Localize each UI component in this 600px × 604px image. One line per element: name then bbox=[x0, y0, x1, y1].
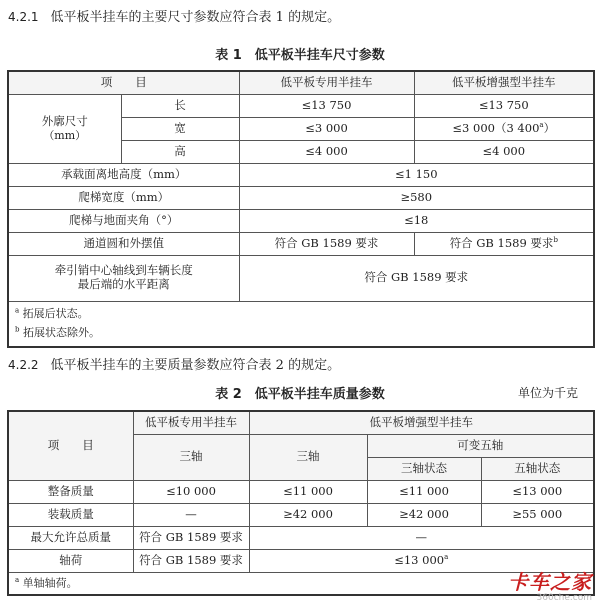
table2-header-row bbox=[8, 411, 594, 434]
table1-caption: 表 1 低平板半挂车尺寸参数 bbox=[215, 48, 385, 63]
row-name: 承载面离地高度（mm） bbox=[8, 163, 239, 186]
dims-label: 外廓尺寸 bbox=[41, 114, 88, 128]
table-row bbox=[8, 480, 594, 503]
table2-mass bbox=[7, 410, 595, 596]
dim-value: ≤13 750 bbox=[414, 94, 594, 117]
row-name: 轴荷 bbox=[8, 549, 133, 572]
row-value: — bbox=[249, 526, 594, 549]
dim-name: 高 bbox=[121, 140, 239, 163]
section-number: 4.2.2 bbox=[8, 358, 39, 372]
dim-name: 长 bbox=[121, 94, 239, 117]
table-row bbox=[8, 94, 594, 117]
row-value: 符合 GB 1589 要求 bbox=[239, 232, 414, 255]
table-row bbox=[8, 255, 594, 301]
header-enhanced: 低平板增强型半挂车 bbox=[414, 71, 594, 94]
row-name: 装载质量 bbox=[8, 503, 133, 526]
table2-caption: 表 2 低平板半挂车质量参数 bbox=[215, 387, 385, 402]
table2-note bbox=[8, 572, 594, 595]
table-row bbox=[8, 186, 594, 209]
header-five-state: 五轴状态 bbox=[481, 457, 594, 480]
table1-notes-row bbox=[8, 301, 594, 347]
row-name: 整备质量 bbox=[8, 480, 133, 503]
dims-label-cell bbox=[8, 94, 121, 163]
table-row bbox=[8, 209, 594, 232]
row-value: 符合 GB 1589 要求 bbox=[133, 549, 249, 572]
footnote-mark: a bbox=[15, 576, 20, 585]
row-value: ≤13 000 bbox=[394, 553, 445, 568]
row-value: ≥55 000 bbox=[481, 503, 594, 526]
dim-value: ≤3 000（3 400 bbox=[452, 121, 540, 136]
row-value: ≤13 000 bbox=[481, 480, 594, 503]
watermark-site: 360che.com bbox=[536, 593, 592, 603]
table-row bbox=[8, 163, 594, 186]
dims-unit: （mm） bbox=[43, 128, 87, 142]
table-row bbox=[8, 503, 594, 526]
row-value: ≥42 000 bbox=[249, 503, 367, 526]
header-item: 项 目 bbox=[8, 71, 239, 94]
row-value-cell bbox=[414, 232, 594, 255]
row-name: 通道圆和外摆值 bbox=[8, 232, 239, 255]
footnote-mark: b bbox=[15, 324, 20, 333]
footnote-mark: a bbox=[15, 306, 20, 315]
dim-value: ≤3 000 bbox=[239, 117, 414, 140]
row-value: — bbox=[133, 503, 249, 526]
row-name-cell bbox=[8, 255, 239, 301]
row-value: 符合 GB 1589 要求 bbox=[133, 526, 249, 549]
row-value: ≤1 150 bbox=[239, 163, 594, 186]
header-special: 低平板专用半挂车 bbox=[239, 71, 414, 94]
row-value: ≤18 bbox=[239, 209, 594, 232]
watermark-logo bbox=[508, 566, 592, 603]
footnote-text: 拓展状态除外。 bbox=[19, 325, 100, 339]
row-value: ≥580 bbox=[239, 186, 594, 209]
row-value: ≤11 000 bbox=[367, 480, 481, 503]
table-row bbox=[8, 232, 594, 255]
row-name-line: 最后端的水平距离 bbox=[77, 277, 170, 291]
row-value: ≤11 000 bbox=[249, 480, 367, 503]
watermark-brand: 卡车之家 bbox=[508, 570, 592, 594]
table1-dimensions bbox=[7, 70, 595, 348]
row-name-line: 牵引销中心轴线到车辆长度 bbox=[54, 263, 193, 278]
dim-value: ≤13 750 bbox=[239, 94, 414, 117]
dim-value: ≤4 000 bbox=[414, 140, 594, 163]
row-value: ≤10 000 bbox=[133, 480, 249, 503]
dim-name: 宽 bbox=[121, 117, 239, 140]
table2-note-row bbox=[8, 572, 594, 595]
header-special: 低平板专用半挂车 bbox=[133, 411, 249, 434]
section-text: 低平板半挂车的主要尺寸参数应符合表 1 的规定。 bbox=[50, 10, 341, 25]
table2-unit: 单位为千克 bbox=[517, 386, 578, 400]
table-row bbox=[8, 549, 594, 572]
footnote bbox=[15, 305, 587, 324]
footnote-text: 拓展后状态。 bbox=[19, 306, 89, 320]
table-row bbox=[8, 526, 594, 549]
section-4-2-2 bbox=[8, 354, 340, 373]
footnote bbox=[15, 324, 587, 343]
header-three-axle: 三轴 bbox=[133, 434, 249, 480]
row-name: 最大允许总质量 bbox=[8, 526, 133, 549]
footnote-mark: b bbox=[553, 236, 558, 245]
section-4-2-1 bbox=[8, 6, 340, 25]
table1-notes bbox=[8, 301, 594, 347]
footnote-mark: a bbox=[444, 553, 449, 562]
row-name: 爬梯宽度（mm） bbox=[8, 186, 239, 209]
dim-value: ≤4 000 bbox=[239, 140, 414, 163]
footnote-mark: a bbox=[539, 121, 544, 130]
row-value: ≥42 000 bbox=[367, 503, 481, 526]
header-enhanced: 低平板增强型半挂车 bbox=[249, 411, 594, 434]
row-value: 符合 GB 1589 要求 bbox=[449, 236, 554, 251]
header-item: 项 目 bbox=[8, 411, 133, 480]
dim-value-tail: ） bbox=[543, 121, 556, 136]
header-three-state: 三轴状态 bbox=[367, 457, 481, 480]
header-variable-five: 可变五轴 bbox=[367, 434, 594, 457]
footnote-text: 单轴轴荷。 bbox=[19, 576, 78, 590]
row-value: 符合 GB 1589 要求 bbox=[239, 255, 594, 301]
section-number: 4.2.1 bbox=[8, 10, 39, 24]
row-name: 爬梯与地面夹角（°） bbox=[8, 209, 239, 232]
section-text: 低平板半挂车的主要质量参数应符合表 2 的规定。 bbox=[50, 358, 341, 373]
table1-header-row bbox=[8, 71, 594, 94]
dim-value-cell bbox=[414, 117, 594, 140]
header-three-axle: 三轴 bbox=[249, 434, 367, 480]
